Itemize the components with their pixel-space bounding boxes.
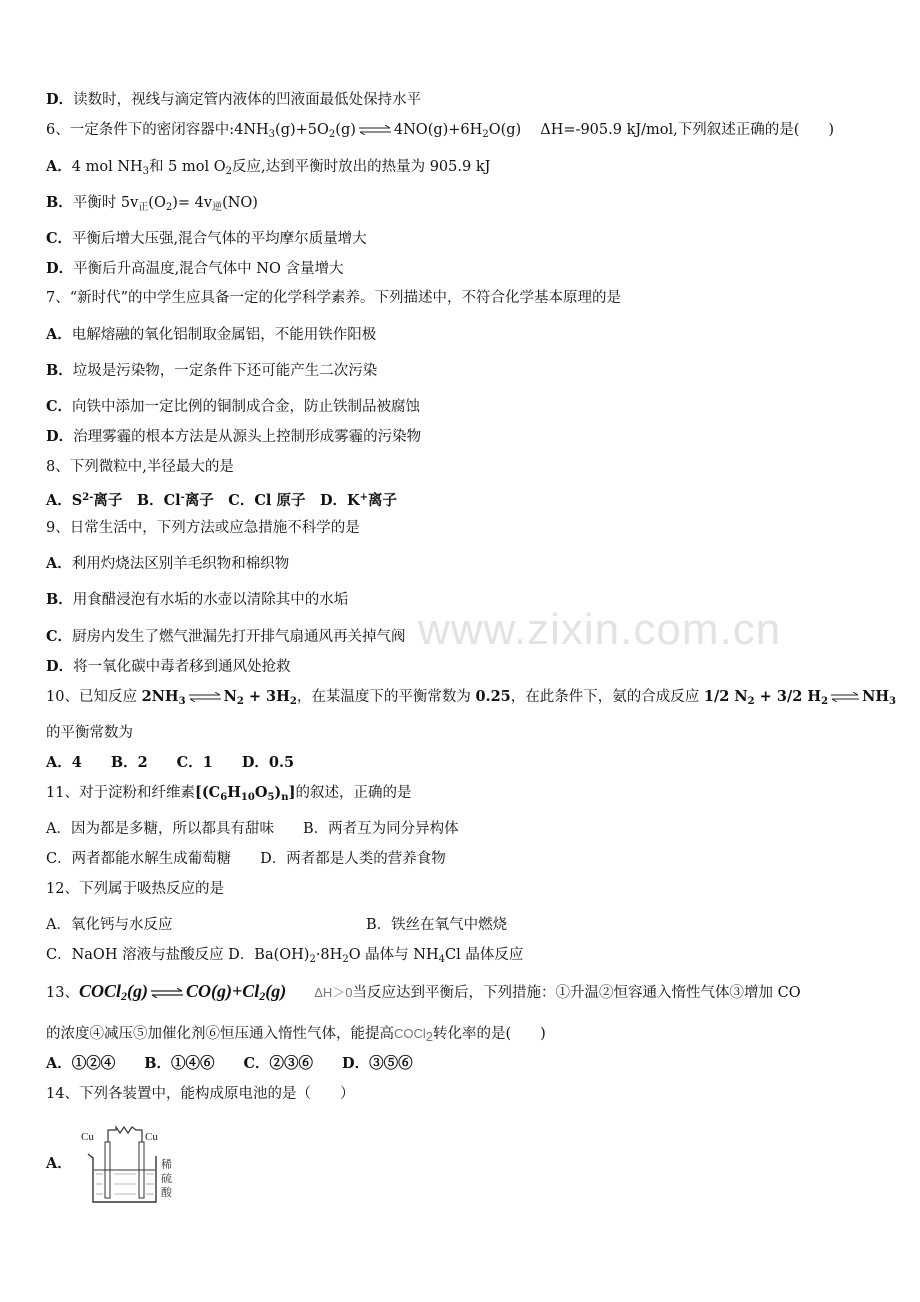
q6-option-c: C．平衡后增大压强,混合气体的平均摩尔质量增大 — [46, 230, 367, 247]
solution-label: 稀硫酸 — [161, 1158, 172, 1199]
q10-stem: 10、已知反应 $2NH_3$ $N_2 + 3H_2$，在某温度下的平衡常数为 0.25，在此条件下，氨的合成反应 1/2 $N_2 + 3/2$ $H_2$ $NH_3$ — [46, 688, 896, 707]
q6-option-b: B．平衡时 $5v_正(O_2)= 4v_逆(NO)$ — [46, 194, 258, 213]
q6-option-a: A．4 mol $NH_3$和 5 mol $O_2$反应,达到平衡时放出的热量为 905.9 kJ — [46, 158, 491, 177]
equilibrium-arrow-icon — [830, 692, 860, 702]
q6-option-d: D．平衡后升高温度,混合气体中 NO 含量增大 — [46, 260, 344, 277]
q10-stem-continued: 的平衡常数为 — [46, 725, 133, 741]
wire — [108, 1127, 142, 1152]
q7-option-c: C．向铁中添加一定比例的铜制成合金，防止铁制品被腐蚀 — [46, 398, 421, 415]
q9-option-a: A．利用灼烧法区别羊毛织物和棉织物 — [46, 555, 290, 572]
q6-stem: 6、一定条件下的密闭容器中$:4NH_3(g)+5O_2(g)$ $4NO(g)+6H_2O(g)$ ΔH=-905.9 kJ/mol,下列叙述正确的是( ) — [46, 122, 835, 140]
galvanic-cell-diagram — [72, 1124, 184, 1206]
q8-options: A．$S^{2-}$离子 B．Cl-离子 C．Cl 原子 D．K+离子 — [46, 492, 398, 509]
q7-option-d: D．治理雾霾的根本方法是从源头上控制形成雾霾的污染物 — [46, 428, 422, 445]
q10-options: A．4 B．2 C．1 D．0.5 — [46, 754, 295, 771]
q13-options: A．①②④ B．①④⑥ C．②③⑥ D．③⑤⑥ — [46, 1055, 413, 1072]
q9-option-d: D．将一氧化碳中毒者移到通风处抢救 — [46, 658, 291, 675]
equilibrium-arrow-icon — [150, 988, 184, 998]
q13-stem-continued: 的浓度④减压⑤加催化剂⑥恒压通入惰性气体，能提高COCl$_2$转化率的是( ) — [46, 1026, 546, 1044]
q9-option-c: C．厨房内发生了燃气泄漏先打开排气扇通风再关掉气阀 — [46, 628, 406, 645]
q14-stem: 14、下列各装置中，能构成原电池的是（ ） — [46, 1086, 355, 1102]
q12-options-cd: C．NaOH 溶液与盐酸反应 D．$Ba(OH)_2\cdot 8H_2O$ 晶体与 $NH_4Cl$ 晶体反应 — [46, 947, 524, 965]
equilibrium-arrow-icon — [188, 692, 222, 702]
q12-stem: 12、下列属于吸热反应的是 — [46, 881, 224, 897]
q14-option-a-label: A． — [46, 1155, 72, 1172]
q13-stem: 13、COCl$_2$(g) $CO(g)+Cl_2(g)$ ΔH＞0当反应达到平衡后，下列措施：①升温②恒容通入惰性气体③增加 CO — [46, 981, 801, 1003]
q8-stem: 8、下列微粒中,半径最大的是 — [46, 459, 234, 475]
q12-option-a: A．氧化钙与水反应 — [46, 917, 173, 933]
q11-stem: 11、对于淀粉和纤维素$[(C_6H_{10}O_5)_n]$的叙述，正确的是 — [46, 784, 412, 803]
equilibrium-arrow-icon — [358, 125, 392, 135]
watermark: www.zixin.com.cn — [418, 605, 782, 654]
q9-stem: 9、日常生活中，下列方法或应急措施不科学的是 — [46, 520, 360, 536]
q7-option-b: B．垃圾是污染物，一定条件下还可能产生二次污染 — [46, 362, 378, 379]
q9-option-b: B．用食醋浸泡有水垢的水壶以清除其中的水垢 — [46, 591, 349, 608]
left-electrode-label: Cu — [81, 1131, 94, 1143]
q7-stem: 7、“新时代”的中学生应具备一定的化学科学素养。下列描述中，不符合化学基本原理的是 — [46, 290, 622, 306]
q12-option-b: B．铁丝在氧气中燃烧 — [366, 917, 508, 933]
q7-option-a: A．电解熔融的氧化铝制取金属铝，不能用铁作阳极 — [46, 326, 377, 343]
q11-options-cd: C．两者都能水解生成葡萄糖 D．两者都是人类的营养食物 — [46, 851, 446, 867]
q5-option-d: D．读数时，视线与滴定管内液体的凹液面最低处保持水平 — [46, 91, 422, 108]
beaker — [88, 1154, 156, 1202]
q11-options-ab: A．因为都是多糖，所以都具有甜味 B．两者互为同分异构体 — [46, 821, 459, 837]
right-electrode-label: Cu — [145, 1131, 158, 1143]
